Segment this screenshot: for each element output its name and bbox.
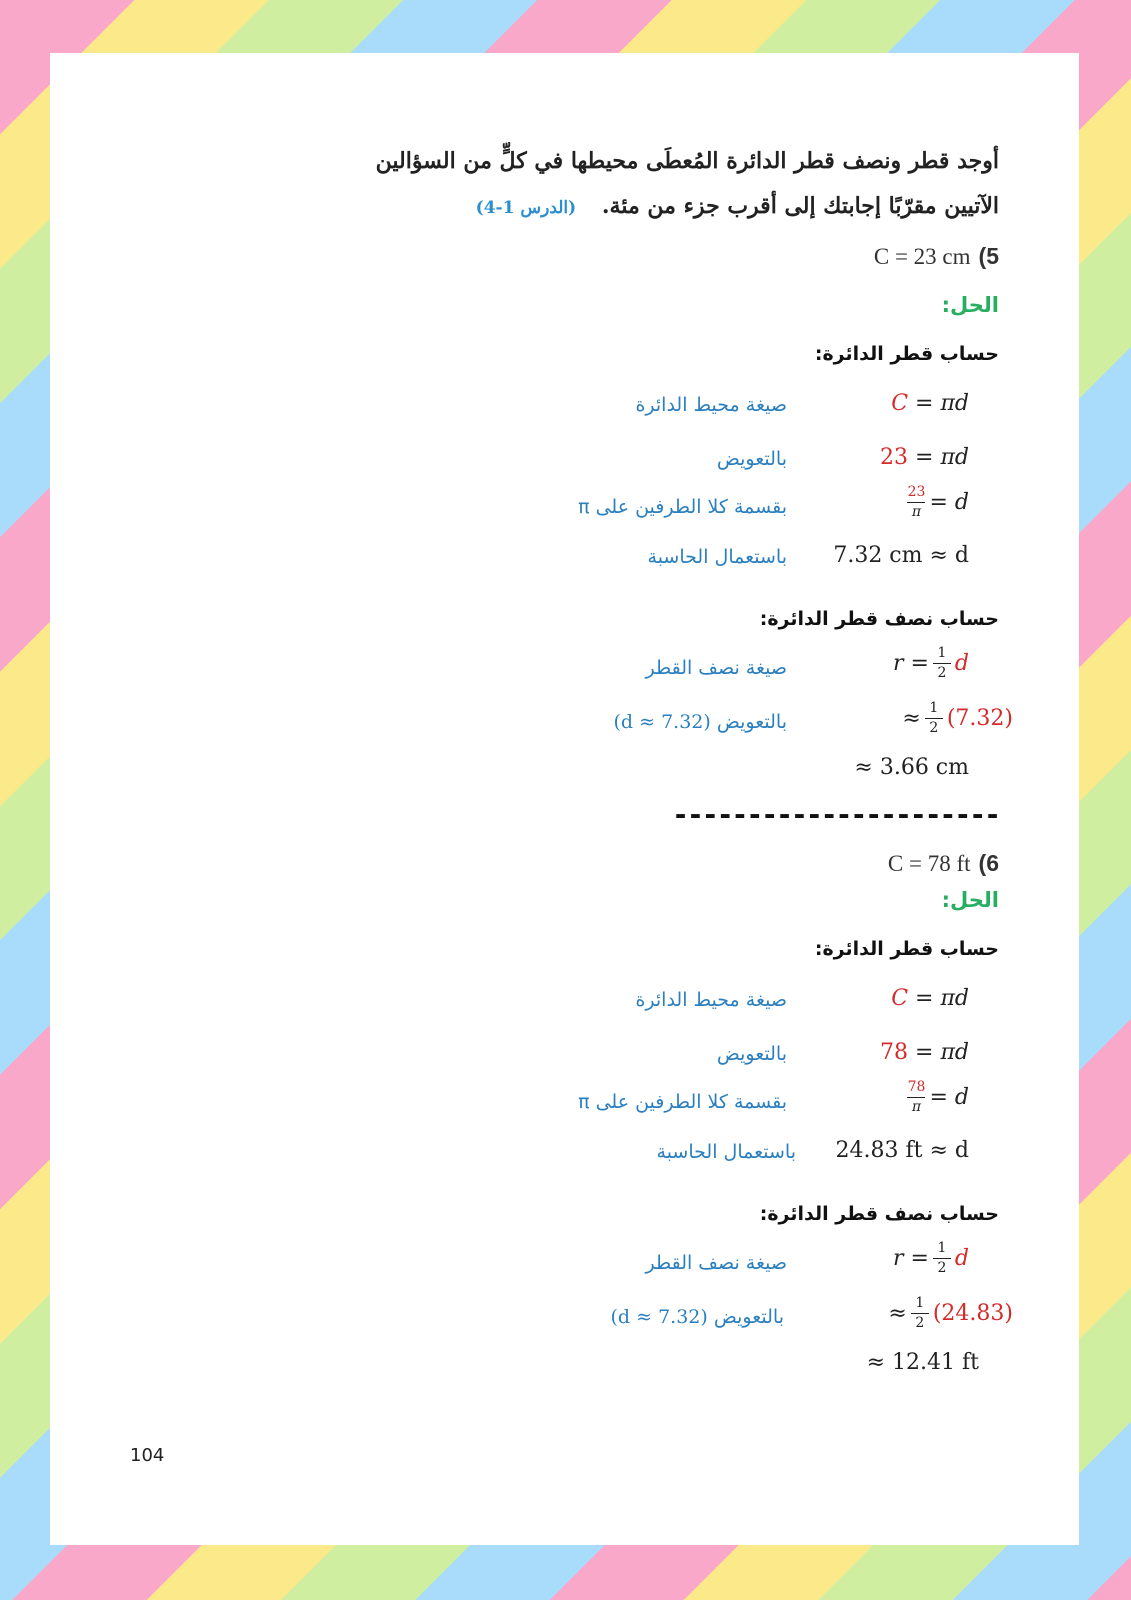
step-note: صيغة نصف القطر (645, 657, 787, 679)
step-note: بالتعويض (716, 1043, 787, 1065)
intro-line-2 (476, 193, 999, 219)
step-note: بالتعويض (716, 448, 787, 470)
step-note: صيغة نصف القطر (645, 1252, 787, 1274)
worksheet-page (50, 53, 1079, 1545)
radius-heading: حساب نصف قطر الدائرة: (759, 1203, 999, 1225)
solution-label: الحل: (941, 888, 999, 912)
step-note: باستعمال الحاسبة (656, 1141, 796, 1163)
step-note: بالتعويض (d ≈ 7.32) (613, 711, 787, 733)
step-note: صيغة محيط الدائرة (635, 394, 787, 416)
radius-formula: r = $\frac{1}{2}$ d (892, 1240, 969, 1276)
radius-heading: حساب نصف قطر الدائرة: (759, 608, 999, 630)
divider: ---------------------- (672, 798, 999, 831)
problem-5-given (874, 243, 999, 270)
radius-substitute: ≈ $\frac{1}{2}$ (7.32) (902, 700, 1013, 736)
solution-label: الحل: (941, 293, 999, 317)
step-calc: 7.32 cm ≈ d (833, 543, 969, 568)
step-formula: C = πd (891, 391, 969, 416)
radius-result: ≈ 12.41 ft (866, 1350, 979, 1375)
lesson-reference: (الدرس 1-4) (475, 198, 577, 218)
step-formula: C = πd (891, 986, 969, 1011)
step-substitute: 78 = πd (880, 1040, 969, 1065)
intro-line-1: أوجد قطر ونصف قطر الدائرة المُعطَى محيطها في كلٍّ من السؤالين (375, 148, 999, 174)
radius-substitute: ≈ $\frac{1}{2}$ (24.83) (888, 1295, 1013, 1331)
step-note: صيغة محيط الدائرة (635, 989, 787, 1011)
radius-formula: r = $\frac{1}{2}$ d (892, 645, 969, 681)
step-calc: 24.83 ft ≈ d (835, 1138, 969, 1163)
step-note: بالتعويض (d ≈ 7.32) (610, 1306, 784, 1328)
problem-number: 5) (978, 243, 999, 269)
step-note: بقسمة كلا الطرفين على π (578, 1091, 787, 1113)
given-circumference: C = 23 cm (873, 244, 971, 269)
step-divide: $\frac{23}{\pi}$ = d (907, 484, 969, 520)
step-substitute: 23 = πd (880, 445, 969, 470)
problem-6-given (888, 850, 999, 877)
intro-text: الآتيين مقرّبًا إجابتك إلى أقرب جزء من مئة. (601, 193, 999, 219)
page-number: 104 (130, 1445, 165, 1466)
problem-number: 6) (978, 850, 999, 876)
diameter-heading: حساب قطر الدائرة: (814, 343, 999, 365)
step-divide: $\frac{78}{\pi}$ = d (907, 1079, 969, 1115)
step-note: باستعمال الحاسبة (647, 546, 787, 568)
radius-result: ≈ 3.66 cm (854, 755, 969, 780)
given-circumference: C = 78 ft (887, 851, 971, 876)
diameter-heading: حساب قطر الدائرة: (814, 938, 999, 960)
step-note: بقسمة كلا الطرفين على π (578, 496, 787, 518)
